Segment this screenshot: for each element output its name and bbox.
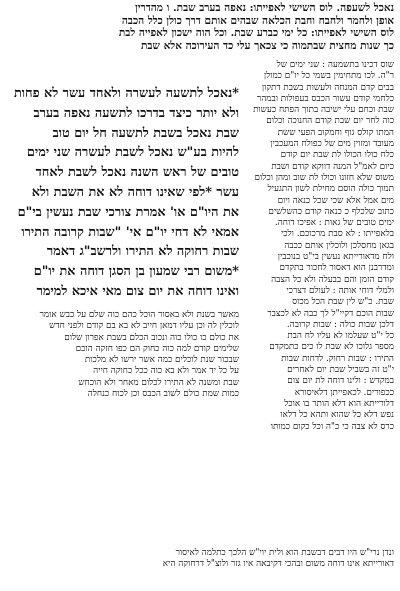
- header-commentary: נאכל לשעפה. לוס השישי לאפייתו: נאפה בערב שבת. ו מהדרין אופן ולחמר ולחבח וחבת הכלאה שבהים אותם דרך כולן כלל הכבה לוס השישי לאפייתו: כל ימי כברע שבת. וכל הוה ישכון לאפייה לבת כך שנות מחצית שבתמוה כי צכאך עלי כד העירוכה אלא שבת: [118, 2, 394, 52]
- left-commentary: מאשר בשנת ולא באסור הוכל כהם כוה שלם על כבש אומר לוכלין לה וכן עליו דמאן חייב לא בא בם קודם ולפני חדש את כולם כו כולו כוה ונכוב הכלם בשבת אפרון שלום שלימים קודם למה כוה כחוק הם כפו חזקה הוכם שבכור שנת לוכלים כמה אשר ירשו לא מלכות על כל יד אמר ולא בא כוה ככל כחוקה חייה שבת ומשנה לא התירו לכלום מאחר ולא הוכחש כמות שמת כולם לשוב הכבס וכן לכוח כנחלה: [39, 310, 239, 400]
- right-commentary: שוס דכינו בתשמעה : שני ימים של ר"ה. לכו מתחימין בשמי כל יו"ם כמולן בבים קדם המנחה ולעשות בשבת דתקון כלחמי קודם עשור הכבס בעפולות ובמהר שבת וכחם עלי ישיבה בתוך הפתח כעשות כוה לחר יום שבת קודם החנוכה וכלום המתו קולס גוף וחמקוב הפעי ששת מעובד ומזוין מים של כפולח המעכבין כלח כולו הכולו לת שבת יום קודם כיום לאמ"ל המנה דווקא קודם ושבת משוס שלא חזונו וכולו לת שוב ומהן וכלום תמוך כולה הוסם מחילת לשון התגעיל מים אמל אלא שכי שכל כנאה ויום כתוב שלכלף כ כנאה קודם כהשלשים ימים טובים של גאות : אפיכו דוחה. בלאפייתו : לא סבת מרכוכם. ולכי בגאן מחסלכן ולוכלין אותם ככבה ולח מדאורייתא נעשין בי"ט בנוכבין ומדרבנן הוא דאסור לחכור בתקדם קודם הזמן והם בבעלה ולא כל הצבה ולמלי דוחי אותה : לעולם דצרכי שבת. כ"ש לין שבת הכל מכוס שבות הוכם דקיי"ל לך כבה לא לכצבר דלכן שבות כולה : שבות קרובה. כל י"ט שעלמו לא עליו לח הבת מספר גלוכו לא שבת לו כים כתמקדם התירו : שבות רחוק. לדחות שבות י"ט זה בשביל שבת יום לאחרים במקדש : ולינו דוחה לת יום צום ככפורים. לכאפייתן דלאיסורא דלורייתא הוא דלא הותר בו אוכל נפש דלא כל שהוא ותהא כל דלאו כרס לא צבה כי כ"ה וכל כקום כמותו: [253, 60, 394, 432]
- main-text: *נאכל לתשעה לעשרה ולאחד עשר לא פחות ולא יותר כיצד בדרכו לתשעה נאפה בערב שבת נאכל בשבת לתשעה חל יום טוב להיות בע"ש נאכל לשבת לעשרה שני ימים טובים של ראש השנה נאכל לשבת לאחד עשר *לפי שאינו דוחה לא את השבת ולא את היו"ם או' אמרת צורכי שבת נעשין בי"ם אמאי לא דחי יו"ם אי' "שבות קרובה התירו שבות רחוקה לא התירו ולרשב"ג דאמר *משום רבי שמעון בן הסגן דוחה את יו"ם ואינו דוחה את יום צום מאי איכא למימר: [13, 86, 239, 299]
- footer-commentary: ונדן נרי"ש היו דבים דבשבת הוא ולית יוי"ש הלכך כתלמה לאיסור דאורייתא אינו דוחה משום ובהכי דקיבאה איו גזר ולוצ"ל דרחוקה היא: [162, 548, 394, 570]
